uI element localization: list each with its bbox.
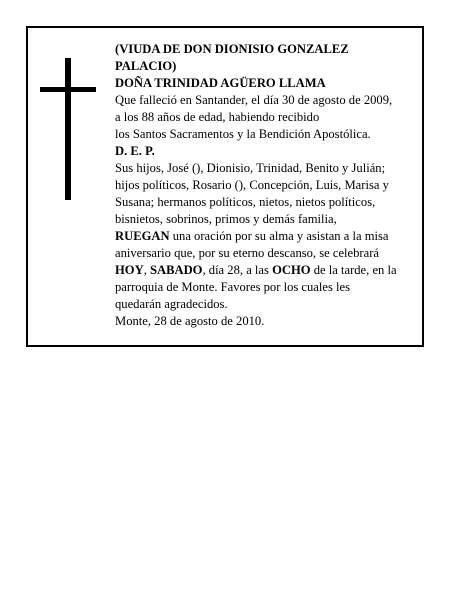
request-line-1-rest: una oración por su alma y asistan a la misa [169,229,389,243]
family-line-1: Sus hijos, José (), Dionisio, Trinidad, Benito y Julián; [115,161,386,175]
comma-separator: , [143,263,150,277]
request-line-1 [115,228,423,245]
request-line-3-mid: , día 28, a las [202,263,273,277]
cross-horizontal-bar [40,87,96,92]
family-line-4: bisnietos, sobrinos, primos y demás familia, [115,212,337,226]
widow-line-2: PALACIO) [115,59,177,73]
cross-icon [40,58,96,200]
ocho-word: OCHO [272,263,311,277]
request-line-3 [115,262,423,279]
passing-line-3: los Santos Sacramentos y la Bendición Apostólica. [115,127,371,141]
family-line-3: Susana; hermanos políticos, nietos, nietos políticos, [115,195,376,209]
ruegan-word: RUEGAN [115,229,170,243]
request-line-4: parroquia de Monte. Favores por los cuales les [115,280,351,294]
sabado-word: SABADO [149,263,203,277]
request-line-2: aniversario que, por su eterno descanso, se celebrará [115,246,380,260]
place-date: Monte, 28 de agosto de 2010. [115,314,265,328]
cross-vertical-bar [65,58,71,200]
widow-line-1: (VIUDA DE DON DIONISIO GONZALEZ [115,42,349,56]
request-line-5: quedarán agradecidos. [115,297,228,311]
family-line-2: hijos políticos, Rosario (), Concepción, Luis, Marisa y [115,178,389,192]
passing-line-1: Que falleció en Santander, el día 30 de agosto de 2009, [115,93,393,107]
passing-line-2: a los 88 años de edad, habiendo recibido [115,110,320,124]
notice-text [115,41,423,330]
dep-abbreviation: D. E. P. [115,144,155,158]
deceased-name: DOÑA TRINIDAD AGÜERO LLAMA [115,76,326,90]
hoy-word: HOY [115,263,144,277]
obituary-notice [26,26,424,347]
request-line-3-end: de la tarde, en la [310,263,397,277]
